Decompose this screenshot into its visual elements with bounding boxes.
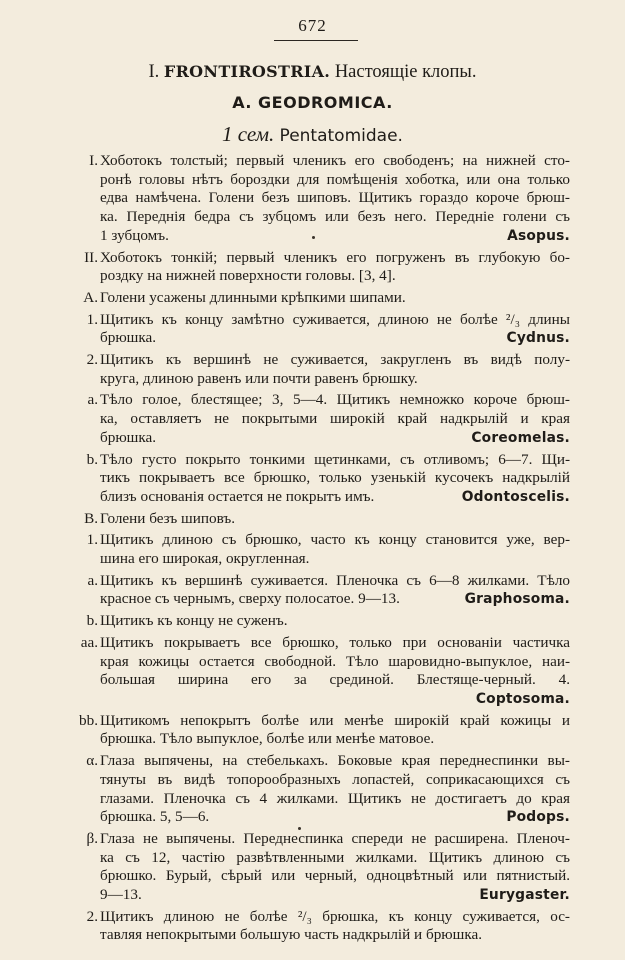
entry-tail-line: [100, 429, 570, 448]
family-name: Pentatomidae.: [279, 126, 403, 146]
entry-tail-line: [100, 886, 570, 905]
key-entry: [80, 712, 570, 749]
entry-line: Щитикъ къ концу замѣтно суживается, длиною не болѣе ²/₃ длины: [100, 310, 570, 328]
entry-line: тикъ покрываетъ все брюшко, только узенькій кусочекъ надкрылій: [100, 469, 570, 487]
entry-line: ка съ 12, частію развѣтвленными жилками. Щитикъ длиною съ: [100, 848, 570, 866]
genus-name: Odontoscelis.: [461, 488, 570, 505]
entry-tail-text: брюшка. 5, 5—6.: [100, 808, 210, 826]
entry-tail-text: 1 зубцомъ.: [100, 226, 169, 244]
key-entry: [80, 351, 570, 388]
key-entry: [80, 531, 570, 568]
entry-marker: 1.: [86, 310, 98, 328]
entry-line: роздку на нижней поверхности головы. [3, 4].: [100, 267, 396, 285]
entry-line: Щитикъ длиною не болѣе ²/₃ брюшка, къ концу суживается, ос-: [100, 907, 570, 925]
entry-line: круга, длиною равенъ или почти равенъ брюшку.: [100, 369, 418, 387]
entry-marker: β.: [86, 829, 98, 847]
key-entry: [80, 634, 570, 709]
entry-line: Голени безъ шиповъ.: [100, 509, 236, 527]
genus-name: Podops.: [506, 809, 570, 826]
entry-marker: A.: [83, 288, 98, 306]
entry-line: глазами. Пленочка съ 4 жилками. Щитикъ не достигаетъ до края: [100, 789, 570, 807]
order-number: I.: [148, 62, 160, 82]
key-entry: [80, 510, 570, 529]
entry-line: Щитикъ покрываетъ все брюшко, только при основаніи частичка: [100, 633, 570, 651]
entry-line: Хоботокъ тонкій; первый членикъ его погруженъ въ глубокую бо-: [100, 248, 570, 266]
entry-tail-line: [100, 808, 570, 827]
entry-line: брюшко. Бурый, сѣрый или черный, одноцвѣтный или пятнистый.: [100, 867, 570, 885]
entry-line: тавляя непокрытыми большую часть надкрылій и брюшка.: [100, 926, 483, 944]
entry-line: ронѣ головы нѣтъ бороздки для помѣщенія хоботка, или она только: [100, 170, 570, 188]
entry-line: Щитикъ къ концу не суженъ.: [100, 612, 288, 630]
entry-tail-line: [100, 227, 570, 246]
key-entry: [80, 152, 570, 246]
family-heading: [0, 122, 625, 147]
genus-name: Eurygaster.: [479, 887, 570, 904]
genus-name: Coreomelas.: [471, 429, 570, 446]
entry-marker: α.: [86, 752, 98, 770]
entry-marker: bb.: [79, 711, 98, 729]
entry-line: едва намѣчена. Голени безъ шиповъ. Щитикъ гораздо короче брюш-: [100, 189, 570, 207]
entry-line: брюшка. Тѣло выпуклое, болѣе или менѣе матовое.: [100, 730, 435, 748]
entry-marker: I.: [89, 152, 98, 169]
suborder-heading: A. GEODROMICA.: [232, 93, 393, 112]
entry-tail-line: [100, 488, 570, 507]
identification-key: [80, 152, 570, 945]
order-subtitle: Настоящіе клопы.: [334, 62, 477, 82]
entry-marker: b.: [86, 450, 98, 468]
print-speck: [312, 236, 315, 239]
entry-marker: a.: [87, 571, 98, 589]
entry-line: ка, оставляетъ не покрытыми широкій край надкрылій и края: [100, 410, 570, 428]
entry-marker: b.: [86, 612, 98, 630]
entry-line: Хоботокъ толстый; первый членикъ его свободенъ; на нижней сто-: [100, 152, 570, 169]
entry-line: Щитикъ длиною съ брюшко, часто къ концу становится уже, вер-: [100, 531, 570, 549]
print-speck: [298, 827, 301, 830]
entry-marker: aa.: [80, 633, 98, 651]
entry-marker: II.: [84, 248, 98, 266]
header-rule: [274, 40, 358, 41]
entry-line: Глаза не выпячены. Переднеспинка спереди не расширена. Пленоч-: [100, 829, 570, 847]
entry-tail-line: [100, 329, 570, 348]
entry-line: Глаза выпячены, на стебелькахъ. Боковые края переднеспинки вы-: [100, 752, 570, 770]
entry-line: Голени усажены длинными крѣпкими шипами.: [100, 288, 406, 306]
entry-marker: 2.: [86, 907, 98, 925]
entry-line: края кожицы остается свободной. Тѣло шаровидно-выпуклое, наи-: [100, 652, 570, 670]
genus-name: Asopus.: [507, 227, 570, 244]
family-number: 1 сем.: [222, 122, 275, 146]
key-entry: [80, 451, 570, 507]
entry-line: Щитикомъ непокрытъ болѣе или менѣе широкій край кожицы и: [100, 711, 570, 729]
key-entry: [80, 752, 570, 827]
page-number: 672: [298, 16, 327, 35]
key-entry: [80, 391, 570, 447]
entry-tail-text: близъ основанія остается не покрытъ имъ.: [100, 487, 375, 505]
key-entry: [80, 830, 570, 905]
genus-name: Coptosoma.: [475, 690, 570, 707]
entry-line: большая ширина его за срединой. Блестяще-черный. 4.: [100, 671, 570, 689]
entry-line: шина его широкая, округленная.: [100, 550, 310, 568]
entry-marker: B.: [84, 509, 98, 527]
entry-line: тянуты въ видѣ топорообразныхъ лопастей, соприкасающихся съ: [100, 770, 570, 788]
entry-line: Щитикъ къ вершинѣ суживается. Пленочка съ 6—8 жилками. Тѣло: [100, 571, 570, 589]
key-entry: [80, 612, 570, 631]
key-entry: [80, 572, 570, 609]
order-heading: [0, 62, 625, 83]
entry-line: Щитикъ къ вершинѣ не суживается, закругленъ въ видѣ полу-: [100, 351, 570, 369]
key-entry: [80, 311, 570, 348]
key-entry: [80, 249, 570, 286]
entry-tail-text: 9—13.: [100, 886, 142, 904]
entry-tail-text: брюшка.: [100, 428, 157, 446]
order-name: FRONTIROSTRIA.: [163, 62, 331, 81]
entry-marker: 1.: [86, 531, 98, 549]
entry-line: Тѣло густо покрыто тонкими щетинками, съ отливомъ; 6—7. Щи-: [100, 450, 570, 468]
genus-name: Cydnus.: [506, 330, 570, 347]
entry-tail-text: брюшка.: [100, 329, 157, 347]
entry-marker: 2.: [86, 351, 98, 369]
entry-tail-line: [100, 590, 570, 609]
entry-marker: a.: [87, 391, 98, 409]
genus-name: Graphosoma.: [464, 591, 570, 608]
key-entry: [80, 289, 570, 308]
entry-line: ка. Переднія бедра съ зубцомъ или безъ него. Передніе голени съ: [100, 208, 570, 226]
entry-tail-text: красное съ чернымъ, сверху полосатое. 9—13.: [100, 590, 400, 608]
entry-line: Тѣло голое, блестящее; 3, 5—4. Щитикъ немножко короче брюш-: [100, 391, 570, 409]
key-entry: [80, 908, 570, 945]
